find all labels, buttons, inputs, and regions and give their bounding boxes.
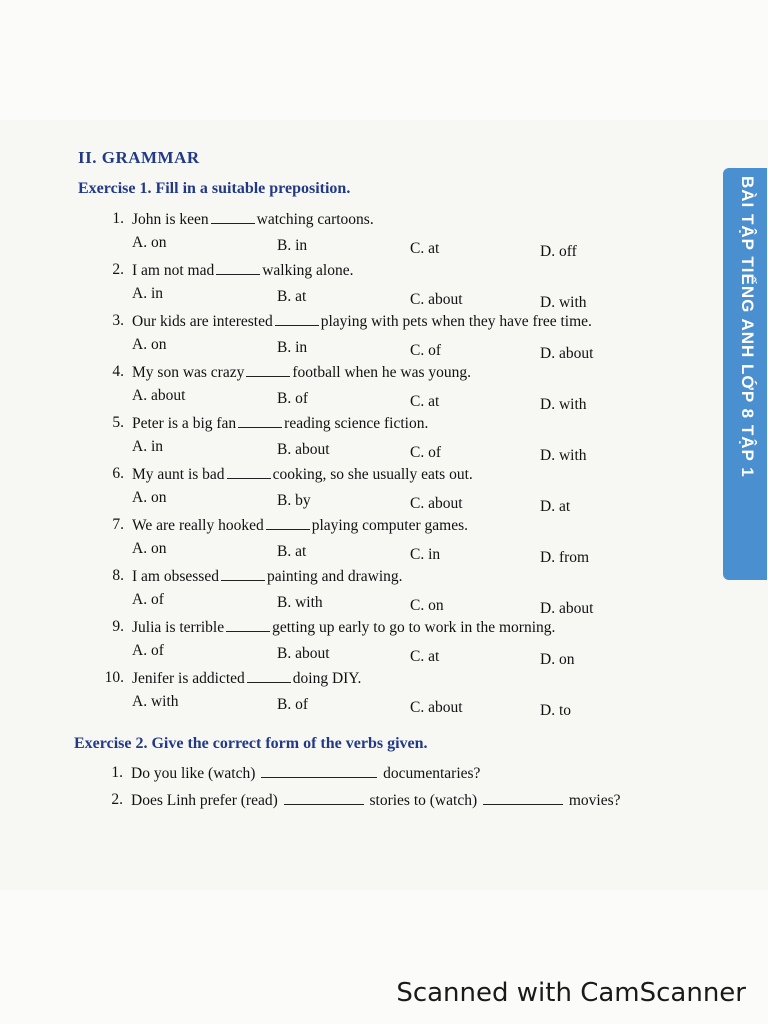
option-d[interactable]: D. at [540, 498, 571, 515]
option-d[interactable]: D. to [540, 702, 571, 719]
option-a[interactable]: A. on [132, 336, 167, 353]
answer-blank[interactable] [284, 791, 364, 805]
section-title: II. GRAMMAR [78, 148, 200, 167]
question-9: 9. Julia is terrible getting up early to go to work in the morning. [112, 618, 556, 636]
question-3: 3. Our kids are interested playing with pets when they have free time. [112, 312, 592, 330]
option-d[interactable]: D. off [540, 243, 577, 260]
question-1: 1. John is keen watching cartoons. [112, 210, 374, 228]
option-c[interactable]: C. of [410, 444, 441, 461]
question-7: 7. We are really hooked playing computer games. [112, 516, 468, 534]
option-b[interactable]: B. at [277, 288, 307, 305]
option-b[interactable]: B. of [277, 390, 308, 407]
question-8: 8. I am obsessed painting and drawing. [112, 567, 403, 585]
option-c[interactable]: C. on [410, 597, 444, 614]
answer-blank[interactable] [238, 414, 282, 428]
option-c[interactable]: C. of [410, 342, 441, 359]
option-a[interactable]: A. in [132, 285, 163, 302]
option-c[interactable]: C. about [410, 699, 463, 716]
exercise-2-question-1: 1. Do you like (watch) documentaries? [111, 764, 481, 782]
answer-blank[interactable] [211, 210, 255, 224]
option-b[interactable]: B. of [277, 696, 308, 713]
option-a[interactable]: A. about [132, 387, 186, 404]
option-a[interactable]: A. in [132, 438, 163, 455]
answer-blank[interactable] [275, 312, 319, 326]
option-d[interactable]: D. on [540, 651, 575, 668]
camscanner-footer: Scanned with CamScanner [396, 978, 746, 1008]
answer-blank[interactable] [261, 764, 377, 778]
question-6: 6. My aunt is bad cooking, so she usually eats out. [112, 465, 473, 483]
question-10: 10. Jenifer is addicted doing DIY. [104, 669, 362, 687]
option-c[interactable]: C. about [410, 291, 463, 308]
option-b[interactable]: B. in [277, 339, 308, 356]
exercise-1-title: Exercise 1. Fill in a suitable preposition. [78, 180, 351, 197]
option-a[interactable]: A. with [132, 693, 179, 710]
option-a[interactable]: A. on [132, 540, 167, 557]
answer-blank[interactable] [246, 363, 290, 377]
answer-blank[interactable] [226, 618, 270, 632]
exercise-2-title: Exercise 2. Give the correct form of the verbs given. [74, 735, 428, 752]
question-2: 2. I am not mad walking alone. [112, 261, 354, 279]
option-d[interactable]: D. about [540, 345, 594, 362]
option-b[interactable]: B. with [277, 594, 323, 611]
option-c[interactable]: C. at [410, 648, 440, 665]
answer-blank[interactable] [227, 465, 271, 479]
option-c[interactable]: C. about [410, 495, 463, 512]
exercise-2-question-2: 2. Does Linh prefer (read) stories to (watch) movies? [111, 791, 621, 809]
option-b[interactable]: B. at [277, 543, 307, 560]
option-a[interactable]: A. on [132, 234, 167, 251]
option-b[interactable]: B. in [277, 237, 308, 254]
answer-blank[interactable] [216, 261, 260, 275]
question-4: 4. My son was crazy football when he was young. [112, 363, 472, 381]
option-a[interactable]: A. of [132, 642, 164, 659]
option-c[interactable]: C. at [410, 240, 440, 257]
option-d[interactable]: D. with [540, 447, 587, 464]
answer-blank[interactable] [483, 791, 563, 805]
option-a[interactable]: A. on [132, 489, 167, 506]
answer-blank[interactable] [221, 567, 265, 581]
option-d[interactable]: D. with [540, 396, 587, 413]
side-tab-label: BÀI TẬP TIẾNG ANH LỚP 8 TẬP 1 [738, 176, 757, 478]
option-b[interactable]: B. about [277, 441, 330, 458]
option-d[interactable]: D. with [540, 294, 587, 311]
answer-blank[interactable] [247, 669, 291, 683]
option-d[interactable]: D. from [540, 549, 590, 566]
option-c[interactable]: C. in [410, 546, 441, 563]
option-c[interactable]: C. at [410, 393, 440, 410]
option-d[interactable]: D. about [540, 600, 594, 617]
answer-blank[interactable] [266, 516, 310, 530]
question-5: 5. Peter is a big fan reading science fiction. [112, 414, 429, 432]
option-b[interactable]: B. about [277, 645, 330, 662]
option-b[interactable]: B. by [277, 492, 311, 509]
option-a[interactable]: A. of [132, 591, 164, 608]
